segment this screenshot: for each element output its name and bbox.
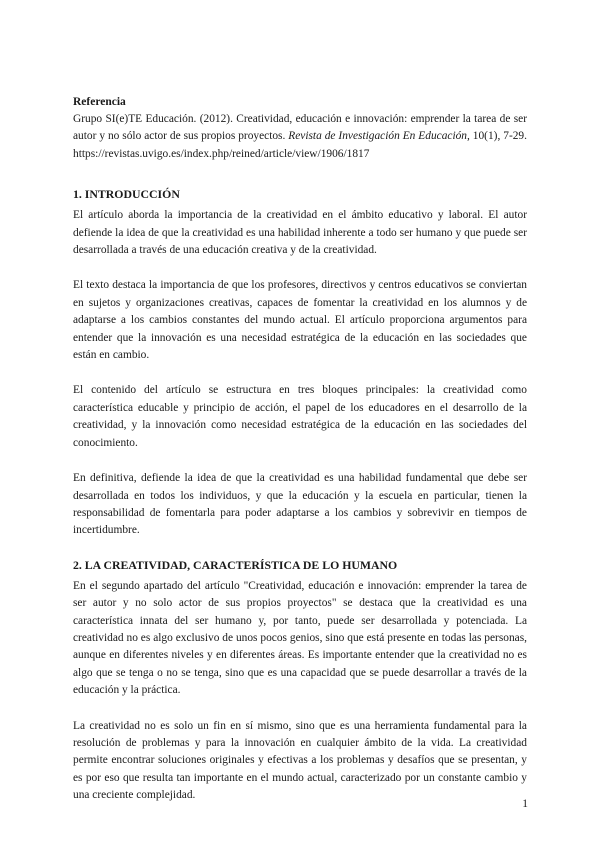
reference-citation [73,111,527,163]
citation-journal: Revista de Investigación En Educación, [288,130,470,143]
paragraph: En definitiva, defiende la idea de que la creatividad es una habilidad fundamental que debe ser desarrollada en todos los individuos, y que la educación y la escuela en particular, tienen la responsabilidad de fomentarla para poder adaptarse a los cambios y sobrevivir en tiempos de incertidumbre. [73,472,527,537]
section-heading: 2. LA CREATIVIDAD, CARACTERÍSTICA DE LO HUMANO [73,557,398,572]
paragraph: El artículo aborda la importancia de la creatividad en el ámbito educativo y laboral. El autor defiende la idea de que la creatividad es una habilidad inherente a todo ser humano y que puede ser desarrollada a través de una educación creativa y de la creatividad. [73,209,527,257]
page-number: 1 [522,798,528,810]
section-heading: 1. INTRODUCCIÓN [73,187,180,202]
reference-heading: Referencia [73,96,126,108]
document-page [73,95,527,823]
section-creatividad [73,558,527,805]
citation-text-before: Grupo SI(e)TE Educación. (2012). Creatividad, educación e innovación: emprender la tarea de ser autor y no sólo actor de sus propios proyectos. [73,113,527,143]
paragraph: El contenido del artículo se estructura en tres bloques principales: la creatividad como característica educable y principio de acción, el papel de los educadores en el desarrollo de la creatividad, y la innovación como necesidad estratégica de la educación en las sociedades del conocimiento. [73,384,527,449]
paragraph: La creatividad no es solo un fin en sí mismo, sino que es una herramienta fundamental para la resolución de problemas y para la innovación en cualquier ámbito de la vida. La creatividad permite encontrar soluciones originales y efectivas a los problemas y desafíos que se presentan, y es por eso que resulta tan importante en el mundo actual, caracterizado por un constante cambio y una creciente complejidad. [73,719,527,802]
citation-text-after: 10(1), 7-29. https://revistas.uvigo.es/index.php/reined/article/view/1906/1817 [73,130,527,160]
section-introduccion [73,187,527,540]
paragraph: El texto destaca la importancia de que los profesores, directivos y centros educativos se conviertan en sujetos y organizaciones creativas, capaces de fomentar la creatividad en los alumnos y de adaptarse a los cambios constantes del mundo actual. El artículo proporciona argumentos para entender que la innovación es una necesidad estratégica de la educación en las sociedades que están en cambio. [73,279,527,362]
paragraph: En el segundo apartado del artículo "Creatividad, educación e innovación: emprender la tarea de ser autor y no solo actor de sus propios proyectos" se destaca que la creatividad es una característica innata del ser humano y, por tanto, puede ser desarrollada y potenciada. La creatividad no es algo exclusivo de unos pocos genios, sino que está presente en todas las personas, aunque en diferentes niveles y en diferentes áreas. Es importante entender que la creatividad no es algo que se tenga o no se tenga, sino que es una capacidad que se puede desarrollar a través de la educación y la práctica. [73,579,527,697]
